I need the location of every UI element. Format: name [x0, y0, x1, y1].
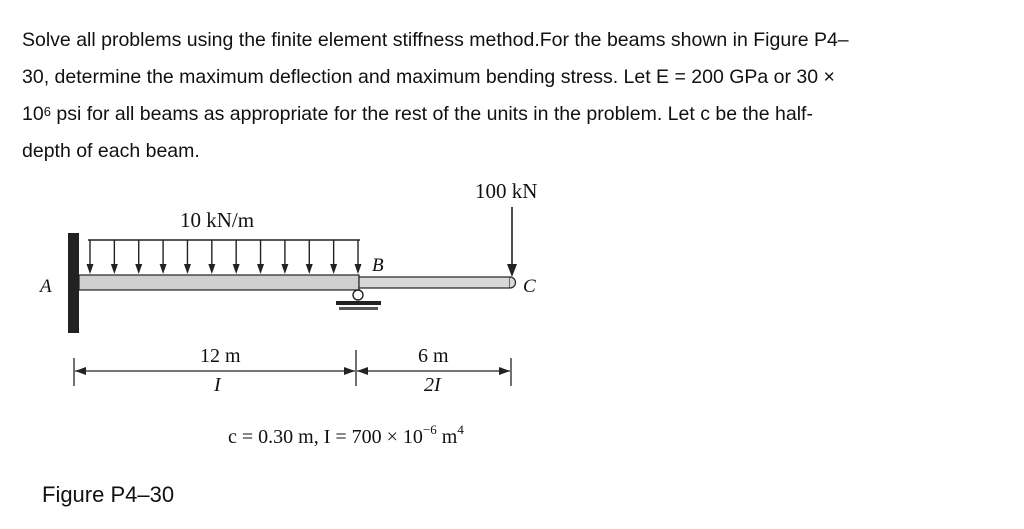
udl-arrow-head	[281, 264, 288, 274]
udl-arrow-head	[306, 264, 313, 274]
udl-arrow-head	[135, 264, 142, 274]
dim-arrow-b-left	[344, 367, 355, 375]
problem-line-2: 30, determine the maximum deflection and maximum bending stress. Let E = 200 GPa or 30 ×	[22, 66, 835, 88]
udl-arrow-head	[160, 264, 167, 274]
udl-arrow-head	[208, 264, 215, 274]
distributed-load-arrows	[87, 240, 362, 274]
udl-arrow-head	[355, 264, 362, 274]
beam-segment-ab	[79, 275, 359, 290]
span-1-inertia: I	[214, 374, 221, 396]
udl-arrow-head	[184, 264, 191, 274]
dim-arrow-c	[499, 367, 510, 375]
span-2-length: 6 m	[418, 345, 449, 367]
exponent: 6	[43, 104, 51, 119]
roller-support-b	[353, 290, 363, 300]
fixed-wall-support	[68, 233, 79, 333]
problem-line-4: depth of each beam.	[22, 140, 200, 162]
dim-arrow-b-right	[357, 367, 368, 375]
udl-arrow-head	[257, 264, 264, 274]
problem-line-1: Solve all problems using the finite element stiffness method.For the beams shown in Figure P4–	[22, 29, 849, 51]
span-1-length: 12 m	[200, 345, 241, 367]
udl-arrow-head	[87, 264, 94, 274]
roller-ground	[339, 307, 378, 310]
dim-arrow-a	[75, 367, 86, 375]
udl-arrow-head	[111, 264, 118, 274]
exponent-base: 10	[22, 103, 44, 125]
properties-unit: m	[436, 426, 458, 448]
beam-segment-bc	[359, 277, 510, 288]
section-properties	[228, 422, 464, 448]
problem-line-3-rest: psi for all beams as appropriate for the rest of the units in the problem. Let c be the half-	[50, 103, 813, 125]
label-c: C	[523, 276, 536, 297]
span-2-inertia: 2I	[424, 374, 441, 396]
properties-exponent: −6	[422, 422, 437, 437]
roller-base	[336, 301, 381, 305]
point-load-arrowhead	[507, 264, 517, 277]
point-load-label: 100 kN	[475, 179, 538, 203]
label-b: B	[372, 255, 384, 276]
properties-main: c = 0.30 m, I = 700 × 10	[228, 426, 423, 448]
udl-arrow-head	[330, 264, 337, 274]
properties-unit-exponent: 4	[457, 422, 464, 437]
distributed-load-label: 10 kN/m	[180, 208, 255, 232]
figure-caption: Figure P4–30	[42, 482, 175, 507]
label-a: A	[40, 276, 52, 297]
beam-end-c	[510, 277, 516, 288]
udl-arrow-head	[233, 264, 240, 274]
